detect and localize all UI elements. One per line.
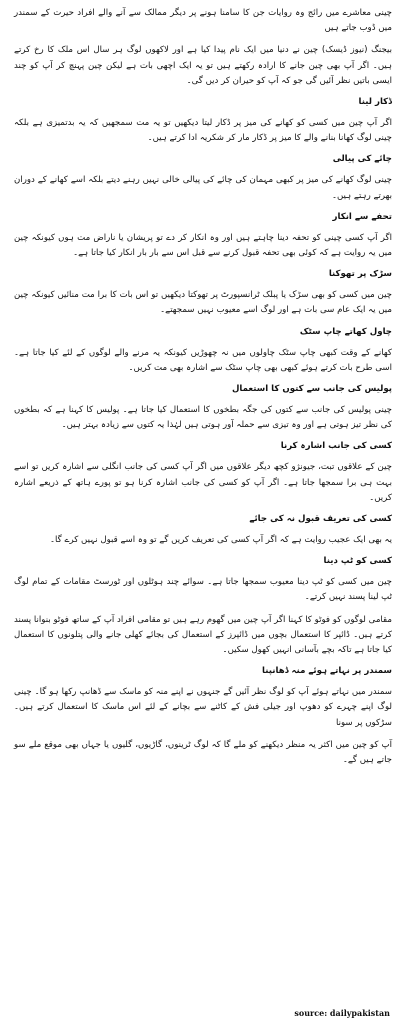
paragraph: چین میں کسی کو بھی سڑک یا پبلک ٹرانسپورٹ پر تھوکتا دیکھیں تو اس بات کا برا مت منائیں کیونکہ چین میں یہ ایک عام سی بات ہے اور لوگ اسے معیوب نہیں سمجھتے۔ [14, 290, 392, 316]
paragraph: چین کے علاقوں تبت، جیونژو کچھ دیگر علاقوں میں اگر آپ کسی کی جانب انگلی سے اشارہ کریں تو اسے بہت ہی برا سمجھا جاتا ہے۔ اگر آپ کو کسی کی جانب اشارہ کرنا ہو تو پورے ہاتھ کے ذریعے اشارہ کریں۔ [14, 462, 392, 503]
paragraph: آپ کو چین میں اکثر یہ منظر دیکھنے کو ملے گا کہ لوگ ٹرینوں، گاڑیوں، گلیوں یا جہاں بھی موقع ملے سو جاتے ہیں گے۔ [14, 739, 392, 766]
source-credit: source: dailypakistan [294, 1008, 390, 1018]
section-heading: کسی کو ٹپ دینا [323, 556, 392, 567]
paragraph: سمندر میں نہاتے ہوئے آپ کو لوگ نظر آئیں گے جنہوں نے اپنے منہ کو ماسک سے ڈھانپ رکھا ہو گا۔ چینی لوگ اپنے چہرے کو دھوپ اور جیلی فش کے کاٹنے سے بچانے کے لئے اس ماسک کا استعمال کرتے ہیں۔ سڑکوں پر سونا [14, 687, 392, 728]
paragraph: بیجنگ (نیوز ڈیسک) چین نے دنیا میں ایک نام پیدا کیا ہے اور لاکھوں لوگ ہر سال اس ملک کا رخ کرتے ہیں۔ اگر آپ بھی چین جانے کا ارادہ رکھتے ہیں تو یہ ایک اچھی بات ہے لیکن چین پہنچ کر آپ کو چند ایسی باتیں نظر آئیں گی جو کہ آپ کو حیران کر دیں گی۔ [14, 45, 392, 86]
section-heading: کسی کی تعریف قبول نہ کی جائے [249, 514, 392, 525]
article-body [14, 6, 392, 768]
paragraph: اگر آپ چین میں کسی کو کھانے کی میز پر ڈکار لیتا دیکھیں تو یہ مت سمجھیں کہ یہ بدتمیزی ہے بلکہ چینی لوگ کھانا بنانے والے کا میز پر ڈکار مار کر شکریہ ادا کرتے ہیں۔ [14, 118, 392, 144]
paragraph: چینی لوگ کھانے کی میز پر کبھی مہمان کی چائے کی پیالی خالی نہیں رہنے دیتے بلکہ اسے کھانے کے دوران بھرتے رہتے ہیں۔ [14, 175, 392, 201]
section-heading: سڑک پر تھوکنا [328, 269, 392, 280]
paragraph: چین میں کسی کو ٹپ دینا معیوب سمجھا جاتا ہے۔ سوائے چند ہوٹلوں اور ٹورسٹ مقامات کے تمام لوگ ٹپ لینا پسند نہیں کرتے۔ [14, 577, 392, 603]
section-heading: کسی کی جانب اشارہ کرنا [280, 441, 392, 452]
section-heading: چائے کی پیالی [332, 154, 392, 165]
paragraph: یہ بھی ایک عجیب روایت ہے کہ اگر آپ کسی کی تعریف کریں گے تو وہ اسے قبول نہیں کرے گا۔ [49, 535, 392, 546]
section-heading: ڈکار لینا [358, 97, 392, 108]
section-heading: سمندر پر نہاتے ہوئے منہ ڈھانپنا [262, 666, 392, 677]
paragraph: کھانے کے وقت کبھی چاپ سٹک چاولوں میں نہ چھوڑیں کیونکہ یہ مرنے والے لوگوں کے لئے کیا جاتا ہے۔ اسی طرح بات کرتے ہوئے کبھی بھی چاپ سٹک سے اشارہ بھی مت کریں۔ [14, 347, 392, 373]
section-heading: چاول کھاتے چاپ سٹک [299, 326, 392, 337]
paragraph: چینی معاشرے میں رائج وہ روایات جن کا سامنا ہونے پر دیگر ممالک سے آنے والے افراد حیرت کے سمندر میں ڈوب جاتے ہیں [14, 8, 392, 34]
paragraph: مقامی لوگوں کو فوٹو کا کہنا اگر آپ چین میں گھوم رہے ہیں تو مقامی افراد آپ کے ساتھ فوٹو بنوانا پسند کرتے ہیں۔ ڈائپر کا استعمال بچوں میں ڈائپرز کے استعمال کی بجائے کھلی جانے والی پتلونوں کا استعمال کیا جاتا ہے تاکہ بچے بآسانی انہیں کھول سکیں۔ [14, 614, 392, 656]
section-heading: پولیس کی جانب سے کتوں کا استعمال [231, 384, 392, 395]
section-heading: تحفے سے انکار [332, 211, 392, 222]
paragraph: اگر آپ کسی چینی کو تحفہ دینا چاہتے ہیں اور وہ انکار کر دے تو پریشان یا ناراض مت ہوں کیونکہ چین میں یہ روایت ہے کہ کوئی بھی تحفہ قبول کرنے سے قبل اس سے بار بار انکار کیا جاتا ہے۔ [14, 232, 392, 259]
paragraph: چینی پولیس کی جانب سے کتوں کی جگہ بطخوں کا استعمال کیا جاتا ہے۔ پولیس کا کہنا ہے کہ بطخوں کی نظر تیز ہوتی ہے اور وہ تیزی سے حملہ آور ہوتی ہیں لہٰذا یہ کتوں سے زیادہ بہتر ہیں۔ [14, 405, 392, 431]
